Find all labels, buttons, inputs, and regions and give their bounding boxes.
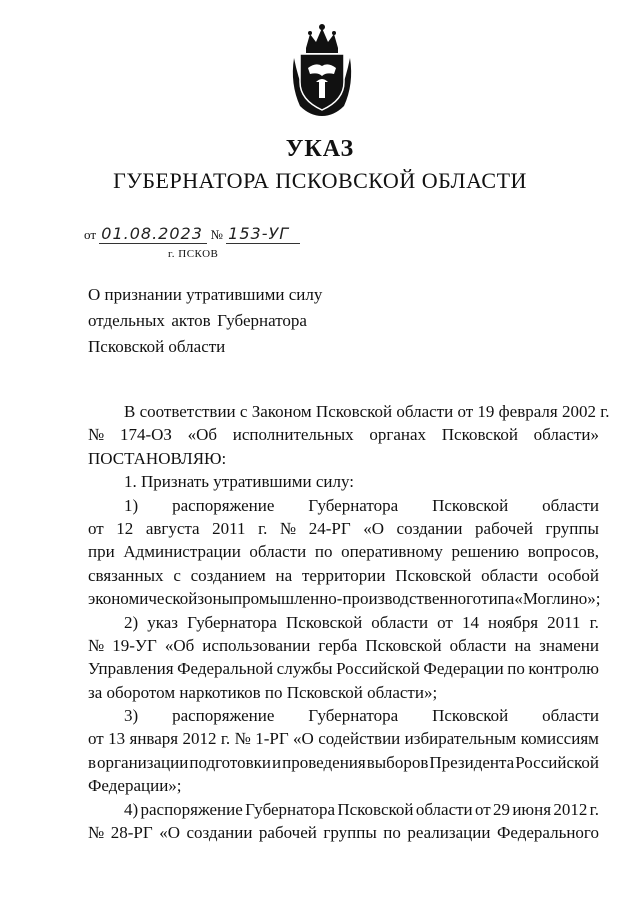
body-word: Управления xyxy=(88,659,174,679)
body-word: 174-ОЗ xyxy=(119,425,172,445)
body-word: особой xyxy=(547,565,599,585)
body-word: Губернатора xyxy=(187,612,277,632)
subject-word: актов xyxy=(171,311,211,330)
body-line xyxy=(88,517,599,540)
body-word: 28-РГ xyxy=(110,823,153,843)
body-word: «О xyxy=(363,518,384,538)
subject-line-3: Псковской области xyxy=(88,337,226,356)
body-word: 2) xyxy=(124,612,139,632)
body-word: области xyxy=(249,542,307,562)
subject-word: отдельных xyxy=(88,311,165,330)
body-line xyxy=(88,540,599,563)
body-word: области xyxy=(542,495,599,515)
body-word: органах xyxy=(369,425,427,445)
subject-word: Губернатора xyxy=(217,311,307,330)
body-word: на xyxy=(275,565,293,585)
body-line xyxy=(88,587,599,610)
body-word: Псковской xyxy=(441,425,518,445)
body-word: группы xyxy=(323,823,377,843)
body-word: августа xyxy=(145,518,200,538)
body-word: «Об xyxy=(164,635,195,655)
body-word: г. xyxy=(220,729,231,749)
body-line xyxy=(88,821,599,844)
body-word: от xyxy=(474,799,491,819)
body-word: 2012 xyxy=(553,799,588,819)
body-line xyxy=(88,564,599,587)
body-word: области» xyxy=(533,425,599,445)
body-word: 12 xyxy=(116,518,134,538)
body-word: созданием xyxy=(190,565,266,585)
body-line: Федерации»; xyxy=(88,776,182,796)
number-value: 153-УГ xyxy=(226,224,300,244)
body-line xyxy=(88,611,599,634)
body-word: 2012 xyxy=(182,729,217,749)
body-word: Псковской xyxy=(432,495,509,515)
body-word: экономической xyxy=(88,589,198,609)
body-word: промышленно-производственного xyxy=(233,589,482,609)
body-text: В соответствии с Законом Псковской области от 19 февраля 2002 г. xyxy=(124,402,610,421)
body-word: зоны xyxy=(197,589,234,609)
body-word: Федерального xyxy=(496,823,599,843)
document-title: УКАЗ xyxy=(285,136,355,162)
body-line xyxy=(88,704,599,727)
body-word: 2011 xyxy=(212,518,246,538)
subject-line-1: О признании утратившими силу xyxy=(88,285,323,304)
body-word: и xyxy=(272,752,282,772)
body-line xyxy=(88,727,599,750)
body-word: Российской xyxy=(336,659,420,679)
body-line xyxy=(88,657,599,680)
body-line xyxy=(88,798,599,821)
body-word: Псковской xyxy=(337,799,414,819)
body-text: ПОСТАНОВЛЯЮ: xyxy=(88,448,227,468)
paragraph-2: 1. Признать утратившими силу: xyxy=(124,472,354,492)
body-word: 3) xyxy=(124,706,139,726)
body-word: 2011 xyxy=(547,612,581,632)
body-word: типа xyxy=(481,589,515,609)
body-line xyxy=(88,634,599,657)
body-word: 14 xyxy=(461,612,479,632)
body-word: области xyxy=(542,706,599,726)
body-word: знамени xyxy=(539,635,599,655)
body-word: с xyxy=(173,565,181,585)
body-word: области xyxy=(415,799,473,819)
body-word: от xyxy=(88,729,104,749)
body-word: связанных xyxy=(88,565,164,585)
body-word: герба xyxy=(318,635,358,655)
body-word: на xyxy=(514,635,532,655)
document-subject xyxy=(88,282,322,360)
body-word: вопросов, xyxy=(527,542,599,562)
body-word: территории xyxy=(301,565,386,585)
body-word: распоряжение xyxy=(172,495,275,515)
body-word: г. xyxy=(589,799,599,819)
body-word: июня xyxy=(512,799,552,819)
city: г. ПСКОВ xyxy=(168,248,219,260)
date-value: 01.08.2023 xyxy=(99,224,207,244)
body-word: от xyxy=(437,612,453,632)
body-word: области xyxy=(371,612,429,632)
body-word: «Моглино»; xyxy=(514,589,601,609)
date-number-line xyxy=(84,224,300,244)
body-word: «О xyxy=(293,729,314,749)
body-word: рабочей xyxy=(258,823,317,843)
body-line xyxy=(88,423,599,446)
body-word: выборов xyxy=(366,752,429,772)
paragraph-1 xyxy=(88,400,610,423)
subject-line-2 xyxy=(88,308,307,334)
body-word: № xyxy=(88,635,105,655)
body-word: Губернатора xyxy=(245,799,336,819)
body-line xyxy=(88,494,599,517)
body-word: при xyxy=(88,542,115,562)
body-word: распоряжение xyxy=(140,799,243,819)
body-word: содействии xyxy=(318,729,401,749)
number-prefix: № xyxy=(210,227,223,242)
body-word: «О xyxy=(159,823,180,843)
body-word: решению xyxy=(451,542,520,562)
body-word: от xyxy=(88,518,104,538)
body-word: указ xyxy=(147,612,178,632)
body-word: Псковской xyxy=(432,706,509,726)
body-word: подготовки xyxy=(189,752,272,772)
body-word: комиссиям xyxy=(520,729,599,749)
body-word: избирательным xyxy=(404,729,517,749)
body-word: Губернатора xyxy=(308,706,399,726)
body-word: Президента xyxy=(429,752,515,772)
body-word: «Об xyxy=(187,425,218,445)
body-word: проведения xyxy=(282,752,366,772)
body-word: 24-РГ xyxy=(308,518,351,538)
body-word: № xyxy=(88,823,105,843)
body-word: 19-УГ xyxy=(112,635,157,655)
body-word: Российской xyxy=(515,752,599,772)
body-word: создании xyxy=(396,518,463,538)
body-word: создании xyxy=(186,823,253,843)
body-word: в xyxy=(88,752,97,772)
body-word: группы xyxy=(545,518,599,538)
body-word: по xyxy=(383,823,401,843)
body-word: организации xyxy=(97,752,189,772)
body-word: Псковской xyxy=(395,565,472,585)
document-body xyxy=(88,400,610,844)
body-word: исполнительных xyxy=(232,425,354,445)
body-word: № xyxy=(234,729,251,749)
body-word: Федерации xyxy=(423,659,504,679)
body-word: по xyxy=(314,542,333,562)
body-word: ноября xyxy=(488,612,539,632)
coat-of-arms-icon xyxy=(286,22,358,118)
body-word: Псковской xyxy=(365,635,442,655)
body-line xyxy=(88,447,599,470)
body-word: Администрации xyxy=(123,542,241,562)
body-line: за оборотом наркотиков по Псковской области»; xyxy=(88,682,438,702)
body-word: области xyxy=(481,565,538,585)
body-word: Губернатора xyxy=(308,495,399,515)
body-word: г. xyxy=(589,612,599,632)
body-word: области xyxy=(449,635,507,655)
body-word: Псковской xyxy=(286,612,363,632)
body-line xyxy=(88,751,599,774)
body-word: г. xyxy=(258,518,268,538)
body-word: января xyxy=(129,729,179,749)
body-word: реализации xyxy=(407,823,491,843)
body-word: использовании xyxy=(202,635,311,655)
body-word: распоряжение xyxy=(172,706,275,726)
body-word: 1) xyxy=(124,495,139,515)
body-word: Федеральной xyxy=(177,659,274,679)
document-subtitle: ГУБЕРНАТОРА ПСКОВСКОЙ ОБЛАСТИ xyxy=(113,168,527,193)
body-word: № xyxy=(279,518,297,538)
body-word: оперативному xyxy=(341,542,443,562)
body-word: 4) xyxy=(124,799,139,819)
body-word: 29 xyxy=(493,799,510,819)
body-word: контролю xyxy=(528,659,599,679)
body-word: рабочей xyxy=(475,518,533,538)
body-word: 13 xyxy=(108,729,126,749)
body-word: по xyxy=(507,659,525,679)
body-word: 1-РГ xyxy=(255,729,289,749)
body-word: № xyxy=(88,425,105,445)
date-prefix: от xyxy=(84,227,97,242)
body-word: службы xyxy=(276,659,333,679)
